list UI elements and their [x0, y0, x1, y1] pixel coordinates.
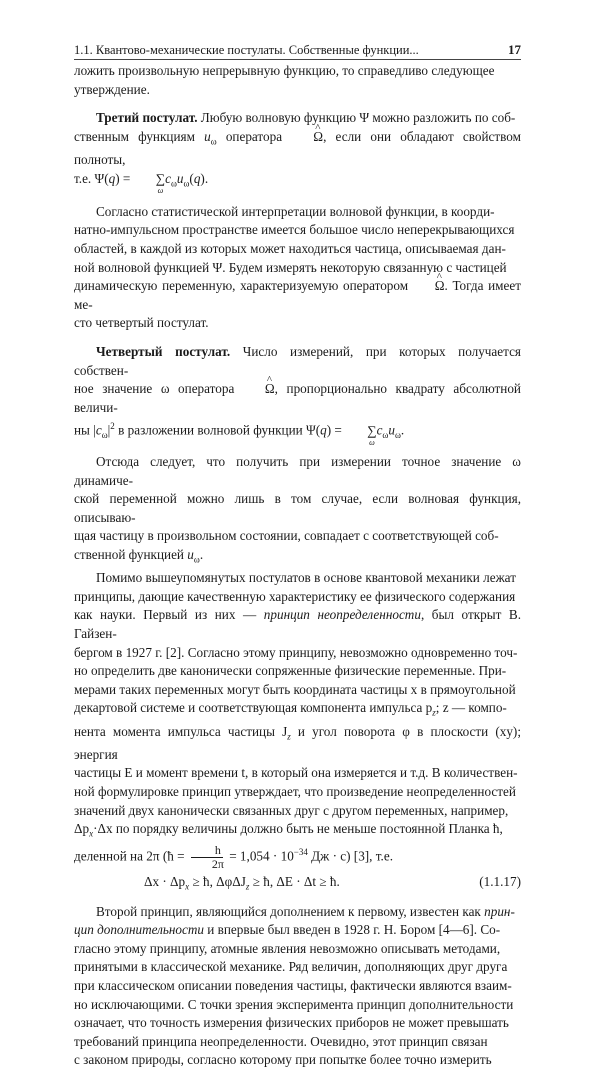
paragraph-statistical-interpretation: Согласно статистической интерпретации волновой функции, в коорди- натно-импульсном пространстве имеется большое число неперекрывающихся областей, в каждой из которых может находиться частица, описываемая дан- ной волновой функцией Ψ. Будем измерять некоторую связанную с частицей динамическую переменную, характеризуемую оператором ^ Ω. Тогда имеет ме- сто четвертый постулат.: [74, 203, 521, 333]
paragraph-uncertainty-principle: Помимо вышеупомянутых постулатов в основе квантовой механики лежат принципы, дающие качественную характеристику ее физического содержания как науки. Первый из них — принцип неопределенности, был открыт В. Гайзен- бергом в 1927 г. [2]. Согласно этому принципу, невозможно одновременно точ- но определить две канонически сопряженные физические переменные. При- мерами таких переменных могут быть координата частицы x в прямоугольной декартовой системе и соответствующая компонента импульса $p_z$; z — компо- нента момента импульса частицы $J_z$ и угол поворота φ в плоскости (xy); энергия частицы E и момент времени t, в который она измеряется и т.д. В количествен- ной формулировке принцип утверждает, что произведение неопределенностей значений двух канонически связанных друг с другом переменных, например, $\Delta p_x\cdot\Delta x$ по порядку величины должно быть не меньше постоянной Планка ħ, деленной на 2π (ħ = $\frac{h}{2\pi}$ = $1,054 \cdot 10^{-34}$ Дж · с) [3], т.е.: [74, 570, 522, 872]
running-header: [74, 42, 521, 58]
paragraph-consequence: Отсюда следует, что получить при измерении точное значение ω динамиче- ской переменной можно лишь в том случае, если волновая функция, описываю- щая частицу в произвольном состоянии, совпадает с соответствующей соб- ственной функцией $u_\omega$.: [74, 454, 521, 565]
page-number: 17: [508, 42, 521, 57]
expansion-formula: Ψ(q) = ∑ ω $c_\omega u_\omega(q)$: [94, 170, 205, 195]
third-postulate-title: Третий постулат.: [96, 110, 198, 126]
hbar-fraction: $\frac{h}{2\pi}$: [190, 844, 224, 871]
equation-number: (1.1.17): [479, 874, 521, 890]
equation-1-1-17: $\Delta x \cdot \Delta p_x$ ≥ ħ, ΔφΔJ$_z$ ≥ ħ, ΔE · Δt ≥ ħ. (1.1.17): [74, 873, 521, 896]
body-text: [74, 62, 521, 1070]
paragraph-third-postulate: Третий постулат. Любую волновую функцию Ψ можно разложить по соб- ственным функциям $u_\omega$ оператора ^ Ω, если они обладают свойством полноты, т.е. Ψ(q) = ∑ ω $c_\omega u_\omega(q)$.: [74, 109, 521, 193]
paragraph-complementarity-principle: Второй принцип, являющийся дополнением к первому, известен как прин- цип дополнительности и впервые был введен в 1928 г. Н. Бором [4—6]. Со- гласно этому принципу, атомные явления невозможно описывать методами, принятыми в классической механике. Ряд величин, дополняющих друг друга при классическом описании поведения частицы, фактически являются взаим- но исключающими. С точки зрения эксперимента принцип дополнительности означает, что точность измерения физических приборов не может превышать требований принципа неопределенности. Очевидно, этот принцип связан с законом природы, согласно которому при попытке более точно измерить: [74, 903, 515, 1068]
paragraph-fourth-postulate: Четвертый постулат. Число измерений, при которых получается собствен- ное значение ω оператора ^ Ω, пропорционально квадрату абсолютной величи- ны $|c_\omega|^2$ в разложении волновой функции Ψ(q) = ∑ ω $c_\omega u_\omega$.: [74, 343, 521, 445]
running-title: 1.1. Квантово-механические постулаты. Собственные функции...: [74, 43, 419, 57]
fourth-postulate-title: Четвертый постулат.: [96, 344, 231, 359]
header-rule: [74, 59, 521, 60]
paragraph-continuation: ложить произвольную непрерывную функцию, то справедливо следующее утверждение.: [74, 63, 495, 97]
